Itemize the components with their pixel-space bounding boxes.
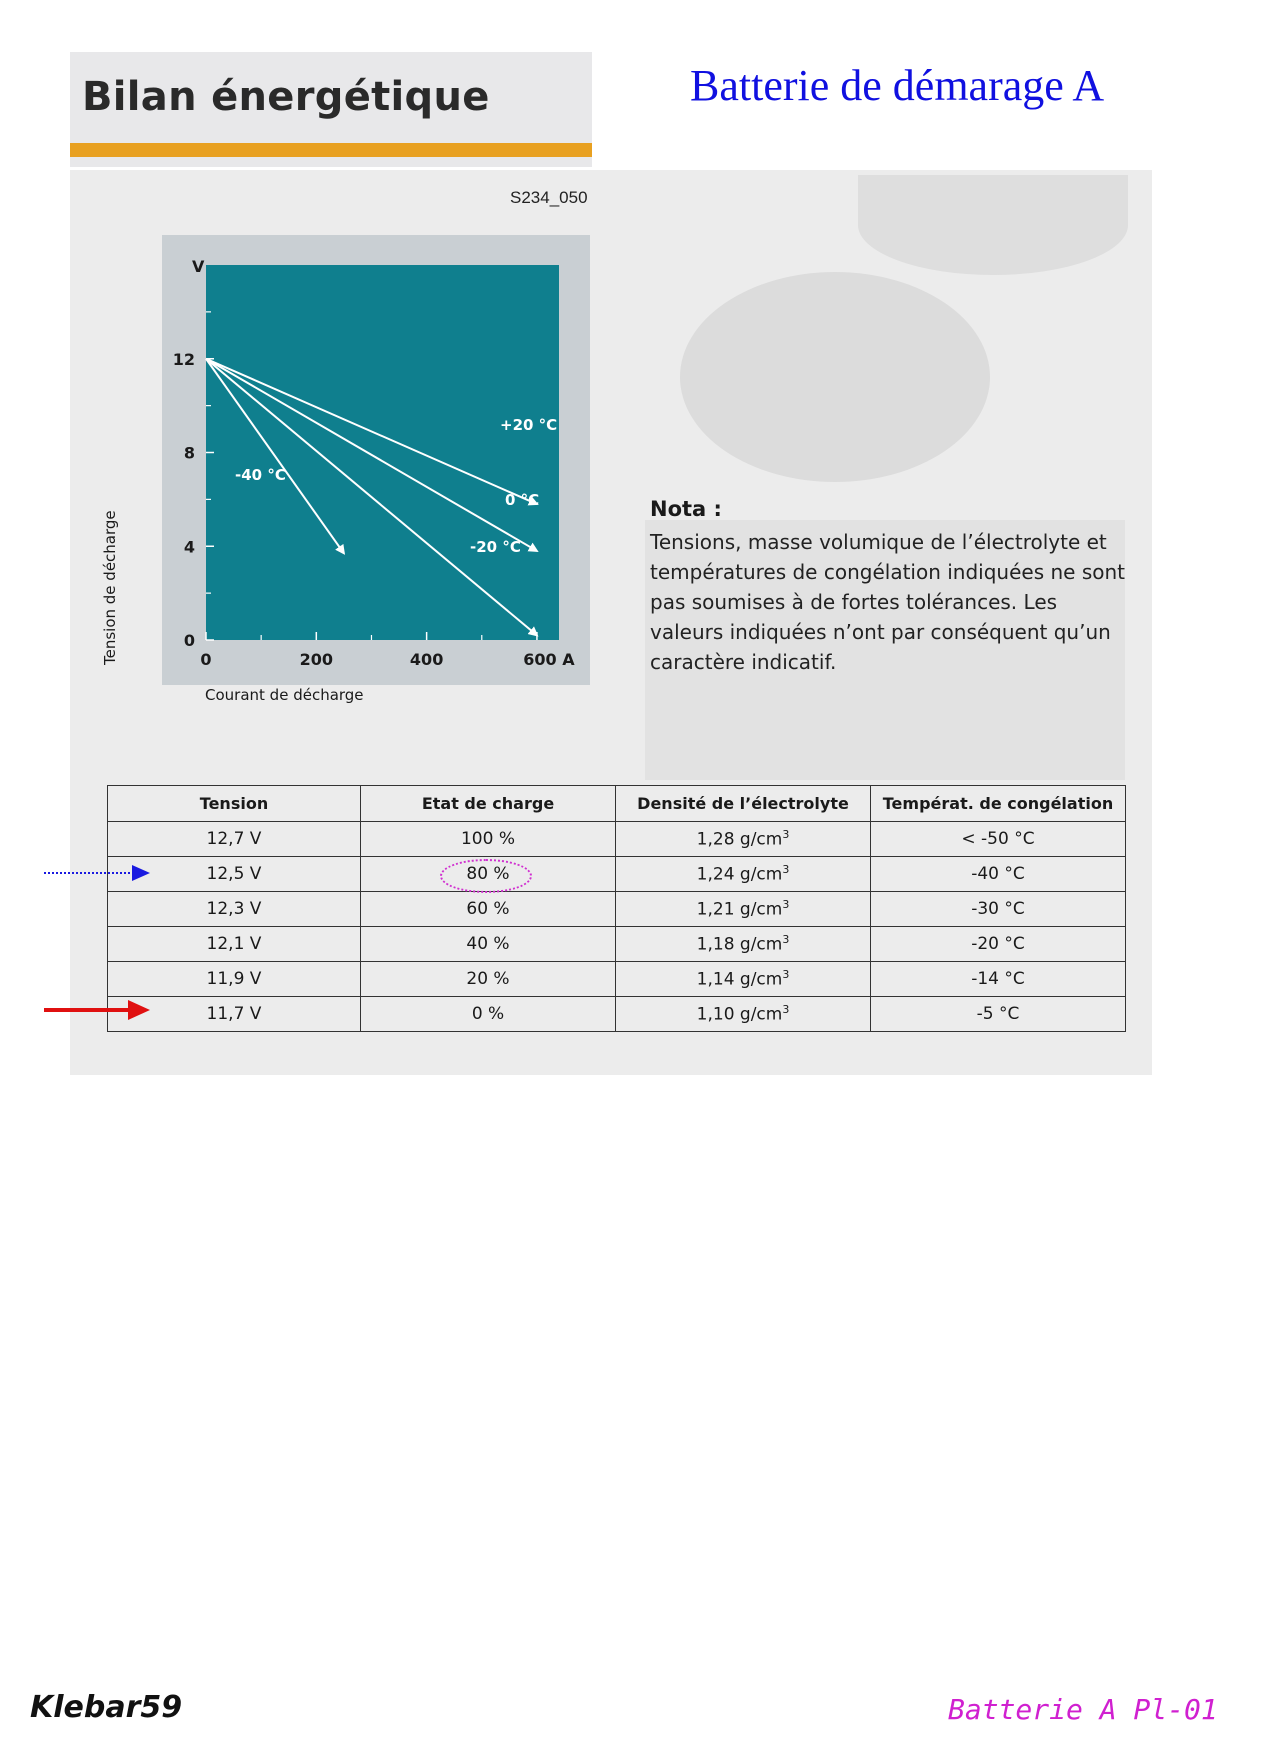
table-row <box>108 997 1126 1032</box>
charge-cell: 40 % <box>361 927 616 962</box>
curve-label: 0 °C <box>505 491 540 509</box>
curve-label: -40 °C <box>235 466 286 484</box>
table-row <box>108 892 1126 927</box>
y-tick-label: 12 <box>172 349 195 369</box>
freeze-cell: < -50 °C <box>871 822 1126 857</box>
column-header: Tension <box>108 786 361 822</box>
header-accent-bar <box>70 143 592 157</box>
y-tick-label: 0 <box>183 631 195 650</box>
tension-cell: 12,1 V <box>108 927 361 962</box>
y-tick-label: 4 <box>183 537 195 557</box>
x-axis-title: Courant de décharge <box>205 686 364 704</box>
freeze-cell: -5 °C <box>871 997 1126 1032</box>
freeze-cell: -30 °C <box>871 892 1126 927</box>
density-cell: 1,10 $g/cm^3$ <box>616 997 871 1032</box>
x-tick-label: 600 A <box>523 650 575 669</box>
density-cell: 1,21 $g/cm^3$ <box>616 892 871 927</box>
tension-cell: 12,7 V <box>108 822 361 857</box>
red-arrow-icon <box>44 998 154 1022</box>
density-cell: 1,28 $g/cm^3$ <box>616 822 871 857</box>
plot-area <box>206 265 559 640</box>
density-cell: 1,14 $g/cm^3$ <box>616 962 871 997</box>
section-title: Bilan énergétique <box>82 74 490 120</box>
charge-cell: 0 % <box>361 997 616 1032</box>
charge-cell: 60 % <box>361 892 616 927</box>
charge-cell: 100 % <box>361 822 616 857</box>
y-tick-label: 8 <box>183 443 195 463</box>
freeze-cell: -20 °C <box>871 927 1126 962</box>
table-row <box>108 857 1126 892</box>
density-cell: 1,24 $g/cm^3$ <box>616 857 871 892</box>
author-label: Klebar59 <box>30 1690 183 1725</box>
y-unit-label: V <box>192 257 205 276</box>
charge-cell: 20 % <box>361 962 616 997</box>
column-header: Densité de l’électrolyte <box>616 786 871 822</box>
x-tick-label: 200 <box>299 650 334 669</box>
density-cell: 1,18 $g/cm^3$ <box>616 927 871 962</box>
column-header: Températ. de congélation <box>871 786 1126 822</box>
tension-cell: 11,7 V <box>108 997 361 1032</box>
background-shadow-shape <box>680 272 990 482</box>
x-tick-label: 0 <box>200 650 212 669</box>
nota-title: Nota : <box>650 497 722 521</box>
page-title: Batterie de démarage A <box>690 61 1105 110</box>
background-shadow-shape <box>858 175 1128 275</box>
freeze-cell: -14 °C <box>871 962 1126 997</box>
table-row <box>108 962 1126 997</box>
chart-reference: S234_050 <box>510 188 588 207</box>
curve-label: +20 °C <box>500 416 558 434</box>
discharge-chart <box>95 240 615 710</box>
charge-cell: 80 % <box>361 857 616 892</box>
tension-cell: 12,3 V <box>108 892 361 927</box>
curve-label: -20 °C <box>470 538 521 556</box>
table-row <box>108 927 1126 962</box>
y-axis-title: Tension de décharge <box>101 510 119 665</box>
freeze-cell: -40 °C <box>871 857 1126 892</box>
column-header: Etat de charge <box>361 786 616 822</box>
nota-text: Tensions, masse volumique de l’électrolyte et températures de congélation indiquées ne sont pas soumises à de fortes tolérances. Les valeurs indiquées n’ont par conséquent qu’un caractère indicatif. <box>650 530 1125 674</box>
x-tick-label: 400 <box>409 650 444 669</box>
table-header-row <box>108 786 1126 822</box>
tension-cell: 12,5 V <box>108 857 361 892</box>
tension-cell: 11,9 V <box>108 962 361 997</box>
blue-arrow-icon <box>44 862 154 884</box>
table-row <box>108 822 1126 857</box>
battery-state-table <box>107 785 1126 1032</box>
page-reference: Batterie A Pl-01 <box>948 1693 1218 1726</box>
highlight-ellipse <box>440 859 532 893</box>
